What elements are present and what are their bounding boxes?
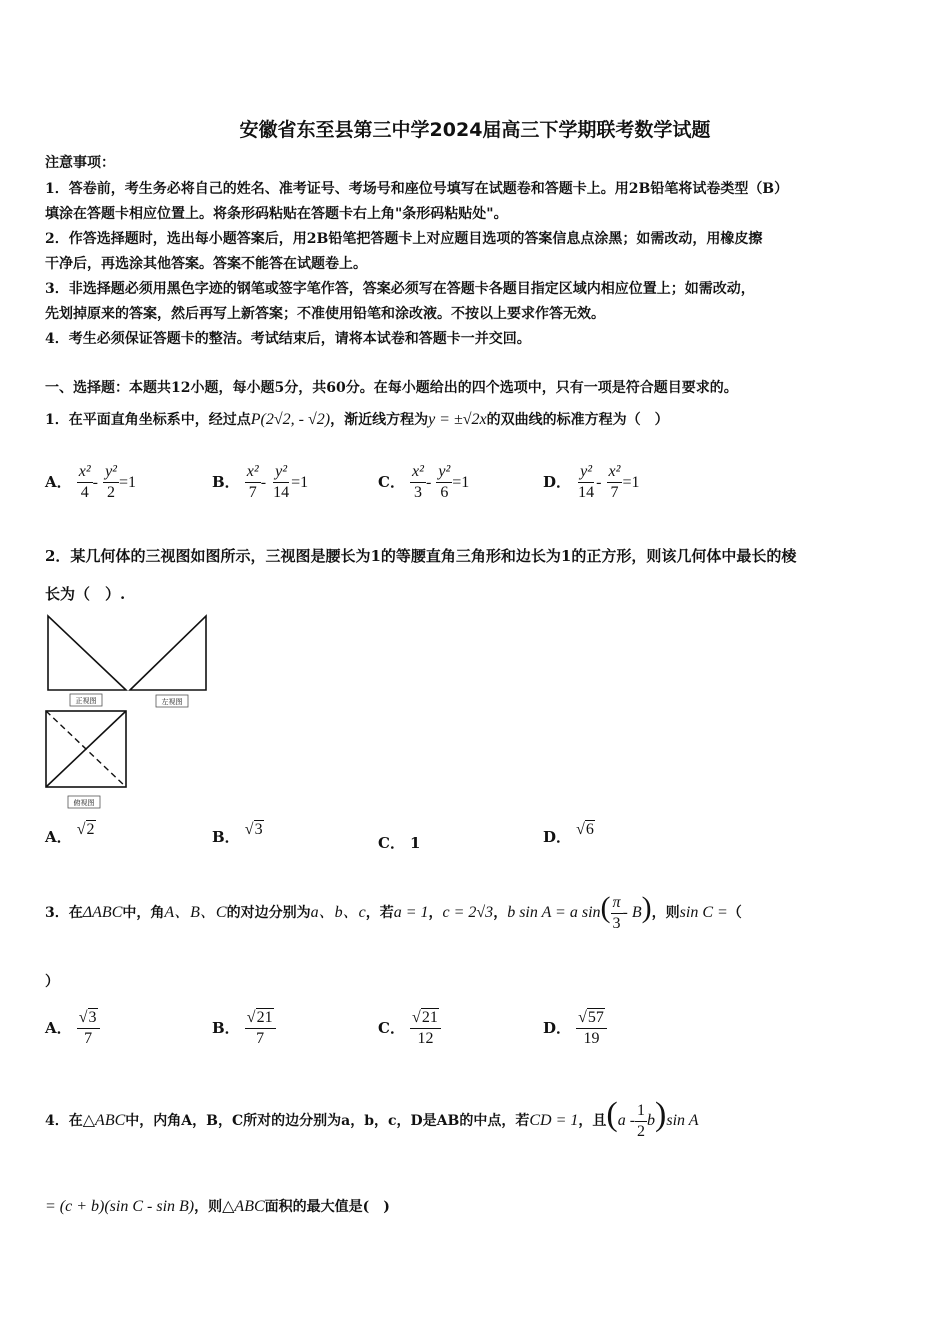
q1-option-a[interactable]: A． $\frac{\text{x²}}{4}$ - $\frac{\text{y²}}{2}$ =1: [45, 463, 136, 501]
asymptote-eq: y = ±√2x: [428, 411, 487, 428]
question-4-line2: = (c + b)(sin C - sin B)，则△ABC面积的最大值是( ): [45, 1198, 390, 1215]
page-title: 安徽省东至县第三中学2024届高三下学期联考数学试题: [239, 119, 711, 141]
front-view-label: 正视图: [75, 697, 97, 705]
q1-option-b[interactable]: B． $\frac{\text{x²}}{7}$ - $\frac{\text{y²}}{14}$ =1: [212, 463, 309, 501]
point-p: P(2√2, - √2): [250, 411, 331, 428]
question-2-line2: 长为（ ）.: [45, 585, 126, 603]
q2-option-c[interactable]: C． 1: [378, 834, 421, 852]
q3-option-b[interactable]: B． $\frac{√21}{7}$: [212, 1008, 276, 1049]
q3-option-c[interactable]: C． $\frac{√21}{12}$: [378, 1008, 441, 1049]
notice-line: 填涂在答题卡相应位置上。将条形码粘贴在答题卡右上角"条形码粘贴处"。: [45, 206, 508, 222]
notice-line: 1．答卷前，考生务必将自己的姓名、准考证号、考场号和座位号填写在试题卷和答题卡上。用2B铅笔将试卷类型（B）: [45, 181, 789, 197]
q2-option-d[interactable]: D． √6: [543, 821, 594, 846]
notice-line: 4．考生必须保证答题卡的整洁。考试结束后，请将本试卷和答题卡一并交回。: [45, 331, 531, 347]
side-view: [130, 616, 206, 690]
q3-option-a[interactable]: A． $\frac{√3}{7}$: [45, 1008, 100, 1049]
section-heading: 一、选择题：本题共12小题，每小题5分，共60分。在每小题给出的四个选项中，只有一项是符合题目要求的。: [45, 380, 738, 396]
q2-option-a[interactable]: A． √2: [45, 821, 95, 846]
q3-close-paren: ）: [45, 974, 59, 990]
question-2-line1: 2．某几何体的三视图如图所示，三视图是腰长为1的等腰直角三角形和边长为1的正方形，则该几何体中最长的棱: [45, 547, 797, 565]
q1-option-c[interactable]: C． $\frac{\text{x²}}{3}$ - $\frac{\text{y²}}{6}$ =1: [378, 463, 470, 501]
question-1: 1．在平面直角坐标系中，经过点P(2√2, - √2)，渐近线方程为y = ±√2x的双曲线的标准方程为（ ）: [45, 411, 669, 428]
notice-line: 干净后，再选涂其他答案。答案不能答在试题卷上。: [45, 256, 367, 272]
side-view-label: 左视图: [161, 698, 183, 706]
question-4: 4．在△ABC中，内角A，B，C所对的边分别为a，b，c，D是AB的中点，若CD = 1，且(a - $\frac{1}{2}$ b)sin A: [45, 1096, 699, 1140]
three-view-diagram: [40, 610, 220, 810]
notice-line: 2．作答选择题时，选出每小题答案后，用2B铅笔把答题卡上对应题目选项的答案信息点涂黑；如需改动，用橡皮擦: [45, 231, 763, 247]
notice-heading: 注意事项：: [45, 155, 115, 171]
q1-option-d[interactable]: D． $\frac{\text{y²}}{14}$ - $\frac{\text{x²}}{7}$ =1: [543, 463, 640, 501]
notice-line: 3．非选择题必须用黑色字迹的钢笔或签字笔作答，答案必须写在答题卡各题目指定区域内相应位置上；如需改动，: [45, 281, 755, 297]
notice-line: 先划掉原来的答案，然后再写上新答案；不准使用铅笔和涂改液。不按以上要求作答无效。: [45, 306, 605, 322]
q3-option-d[interactable]: D． $\frac{√57}{19}$: [543, 1008, 607, 1049]
front-view: [48, 616, 126, 690]
top-view-label: 俯视图: [73, 799, 95, 807]
question-3: 3．在ΔABC中，角A、B、C的对边分别为a、b、c，若a = 1，c = 2√3，b sin A = a sin( $\frac{\pi}{3}$ - B)，则sin C =（: [45, 891, 742, 932]
q2-option-b[interactable]: B． √3: [212, 821, 263, 846]
